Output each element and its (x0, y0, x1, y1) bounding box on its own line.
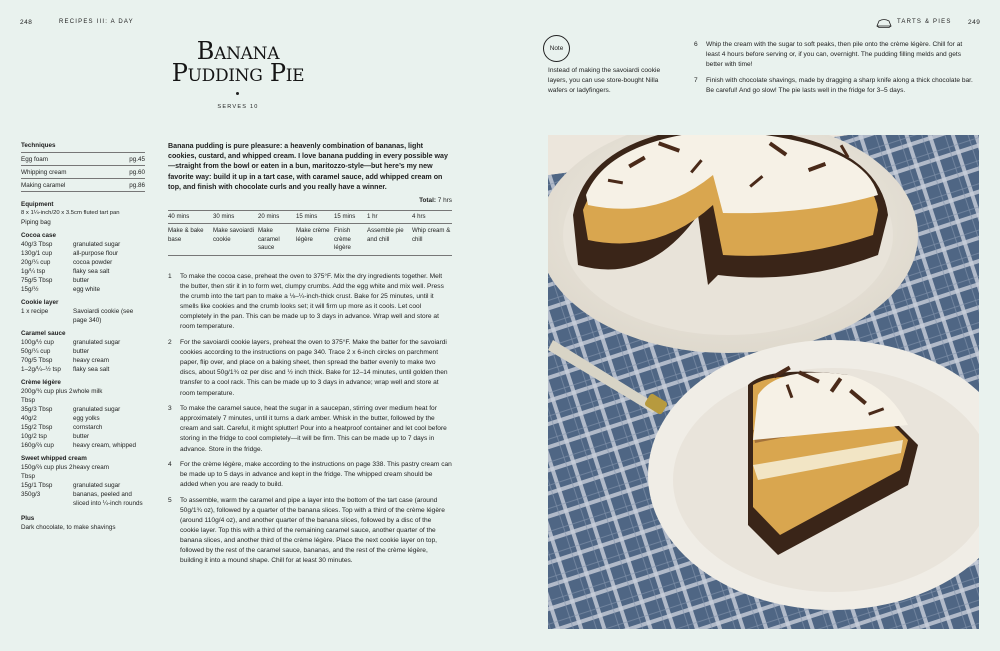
ingredient-name: butter (73, 348, 90, 355)
ingredient-name: butter (73, 433, 90, 440)
ingredient-name: granulated sugar (73, 339, 121, 346)
timeline-time: 20 mins (258, 211, 296, 224)
timeline-action: Make crème légère (296, 227, 330, 243)
technique-name: Egg foam (21, 156, 48, 163)
step-number: 5 (168, 496, 172, 504)
ingredient-row (21, 338, 145, 347)
technique-row (21, 165, 145, 178)
ingredient-section-title: Cocoa case (21, 232, 57, 239)
recipe-intro: Banana pudding is pure pleasure: a heavenly combination of bananas, light cookies, custard, and whipped cream. I love banana pudding in every possible way—straight from the bowl or eaten in a bun, maritozzo-style—but here’s my new favorite way: build it up in a tart case, with caramel sauce, add whipped cream on top, and finish with chocolate curls and you really have a winner. (168, 142, 448, 191)
timeline-column (296, 211, 334, 255)
timeline-time: 15 mins (296, 211, 334, 224)
timeline-time: 15 mins (334, 211, 367, 224)
method-step (168, 404, 452, 454)
ingredient-name: heavy cream (73, 357, 110, 364)
ingredient-row (21, 307, 145, 325)
techniques-list (21, 152, 145, 192)
ingredient-name: granulated sugar (73, 406, 121, 413)
ingredient-row (21, 356, 145, 365)
ingredient-row (21, 387, 145, 405)
ingredient-row (21, 414, 145, 423)
pie-icon (876, 15, 892, 33)
ingredient-name: granulated sugar (73, 241, 121, 248)
step-number: 7 (694, 76, 698, 84)
ingredient-row (21, 490, 145, 508)
serves-label: SERVES 10 (217, 104, 259, 110)
timeline-action: Assemble pie and chill (367, 227, 404, 243)
ingredient-name: cornstarch (73, 424, 103, 431)
plus-item: Dark chocolate, to make shavings (21, 524, 116, 531)
step-number: 4 (168, 461, 172, 469)
ingredient-quantity: 15g/2 Tbsp (21, 424, 53, 431)
method-steps-left (168, 272, 452, 572)
timeline-action: Make caramel sauce (258, 227, 280, 252)
left-page-number: 248 (20, 19, 33, 26)
ingredient-quantity: 1g/¼ tsp (21, 268, 46, 275)
ingredients-sidebar (21, 141, 145, 532)
method-step (168, 338, 452, 399)
timeline-column (334, 211, 367, 255)
title-dot (236, 92, 239, 95)
step-text: Finish with chocolate shavings, made by dragging a sharp knife along a thick chocolate bar. Be careful! And go slow! The pie lasts well in the fridge for 3–5 days. (706, 76, 973, 94)
technique-name: Making caramel (21, 182, 66, 189)
ingredient-section-title: Crème légère (21, 379, 61, 386)
equipment-title: Equipment (21, 201, 54, 208)
timeline-column (412, 211, 452, 255)
ingredient-name: flaky sea salt (73, 366, 110, 373)
ingredient-quantity: 15g/1 Tbsp (21, 482, 53, 489)
step-number: 2 (168, 339, 172, 347)
step-text: To make the cocoa case, preheat the oven to 375°F. Mix the dry ingredients together. Melt the butter, then stir it in to form wet, clumpy crumbs. Add the egg white and mix well. Press the crumb into the tart pan to make a ⅛–¼-inch-thick crust. Bake for 25 minutes, until it smells like cookies and the crumb looks set; it will firm up more as it cools. Let cool completely in the pan. This can be made up to 3 days in advance. Wrap well and store at room temperature. (180, 273, 444, 331)
timeline-action: Make savoiardi cookie (213, 227, 254, 243)
total-value: 7 hrs (437, 197, 452, 204)
ingredient-row (21, 423, 145, 432)
timeline-action: Make & bake base (168, 227, 204, 243)
timeline-time: 30 mins (213, 211, 258, 224)
technique-row (21, 178, 145, 192)
ingredient-row (21, 441, 145, 450)
ingredient-name: whole milk (73, 388, 103, 395)
step-text: To make the caramel sauce, heat the sugar in a saucepan, stirring over medium heat for approximately 7 minutes, until it turns a dark amber. Whisk in the butter, followed by the cream and salt. Careful, it might splutter! Pour into a heatproof container and let cool before storing in the fridge to cool completely—it will be firm. This can be made up to 7 days in advance. Store in the fridge. (180, 405, 447, 453)
ingredient-row (21, 347, 145, 356)
ingredient-row (21, 481, 145, 490)
ingredient-name: all-purpose flour (73, 250, 119, 257)
left-running-head: RECIPES III: A DAY (59, 19, 134, 25)
ingredient-section-title: Cookie layer (21, 299, 59, 306)
banana-pudding-pie-photo (548, 135, 979, 629)
ingredient-row (21, 267, 145, 276)
timeline-time: 40 mins (168, 211, 213, 224)
ingredient-name: bananas, peeled and sliced into ¼-inch rounds (73, 491, 143, 507)
ingredient-quantity: 1–2g/¼–½ tsp (21, 366, 61, 373)
ingredient-name: heavy cream, whipped (73, 442, 137, 449)
total-time (168, 197, 452, 204)
total-label: Total: (419, 197, 436, 204)
method-step (168, 460, 452, 490)
ingredient-sections (21, 231, 145, 508)
method-step (694, 76, 976, 96)
right-running-head: TARTS & PIES (897, 19, 952, 25)
timeline-column (213, 211, 258, 255)
step-number: 3 (168, 405, 172, 413)
equipment-item: 8 x 1¼-inch/20 x 3.5cm fluted tart pan (21, 210, 120, 216)
ingredient-name: heavy cream (73, 464, 110, 471)
ingredient-quantity: 75g/5 Tbsp (21, 277, 53, 284)
recipe-title-line2: Pudding Pie (171, 59, 305, 87)
ingredient-section-title: Caramel sauce (21, 330, 66, 337)
method-step (168, 272, 452, 333)
ingredient-row (21, 463, 145, 481)
ingredient-row (21, 405, 145, 414)
ingredient-row (21, 249, 145, 258)
ingredient-row (21, 258, 145, 267)
method-step (694, 40, 976, 70)
timeline-column (258, 211, 296, 255)
timeline-time: 1 hr (367, 211, 412, 224)
ingredient-quantity: 40g/2 (21, 415, 37, 422)
ingredient-quantity: 1 x recipe (21, 308, 49, 315)
ingredient-quantity: 130g/1 cup (21, 250, 53, 257)
ingredient-name: egg yolks (73, 415, 100, 422)
timeline-column (367, 211, 412, 255)
ingredient-row (21, 432, 145, 441)
ingredient-quantity: 15g/½ (21, 286, 39, 293)
recipe-title-line1: Banana (196, 37, 280, 65)
recipe-title (150, 37, 326, 87)
ingredient-quantity: 10g/2 tsp (21, 433, 47, 440)
ingredient-quantity: 70g/5 Tbsp (21, 357, 53, 364)
note-text: Instead of making the savoiardi cookie layers, you can use store-bought Nilla wafers or ladyfingers. (548, 67, 661, 95)
ingredient-name: flaky sea salt (73, 268, 110, 275)
technique-page: pg.45 (129, 156, 145, 163)
step-text: Whip the cream with the sugar to soft peaks, then pile onto the crème légère. Chill for at least 4 hours before serving or, if you can, overnight. The pudding filling melds and gets better with time! (706, 41, 963, 69)
step-number: 1 (168, 273, 172, 280)
timeline-action: Whip cream & chill (412, 227, 451, 243)
ingredient-name: granulated sugar (73, 482, 121, 489)
timeline-action: Finish crème légère (334, 227, 351, 252)
techniques-title: Techniques (21, 142, 56, 149)
ingredient-row (21, 276, 145, 285)
ingredient-quantity: 200g/¾ cup plus 2 Tbsp (21, 388, 73, 404)
ingredient-section-title: Sweet whipped cream (21, 455, 87, 462)
timeline-table (168, 210, 452, 256)
timeline-time: 4 hrs (412, 211, 452, 224)
ingredient-quantity: 35g/3 Tbsp (21, 406, 53, 413)
ingredient-quantity: 50g/¼ cup (21, 348, 51, 355)
ingredient-quantity: 20g/¼ cup (21, 259, 51, 266)
ingredient-name: butter (73, 277, 90, 284)
step-text: To assemble, warm the caramel and pipe a layer into the bottom of the tart case (around 50g/1¾ oz), followed by a quarter of the banana slices. Top with a third of the crème légère (around 110g/4 oz), and another quarter of the banana slices, followed by a disc of the cookie layer. Top this with a third of the remaining caramel sauce, another quarter of the banana slices, and another third of the crème légère. Place the next cookie layer on top, followed by the rest of the caramel sauce, bananas, and the rest of the crème légère, building it into a mound shape. Chill for at least 30 minutes. (180, 496, 445, 565)
ingredient-row (21, 240, 145, 249)
equipment-item: Piping bag (21, 219, 51, 226)
ingredient-row (21, 285, 145, 294)
step-text: For the savoiardi cookie layers, preheat the oven to 375°F. Make the batter for the savoiardi cookies according to the instructions on page 340. Trace 2 x 6-inch circles on parchment paper, flip over, and place on a baking sheet, then spread the batter evenly to make two discs, about 50g/1¾ oz per disc and ½ inch thick. Bake for 12–14 minutes, until golden then transfer to a cool rack. This can be made up to 3 days in advance; wrap well and store at room temperature. (180, 339, 448, 397)
note-badge: Note (543, 35, 570, 62)
timeline-column (168, 211, 213, 255)
step-text: For the crème légère, make according to the instructions on page 338. This pastry cream can be made up to 5 days in advance and kept in the fridge. The whipped cream should be added when you are ready to build. (180, 461, 452, 489)
technique-page: pg.60 (129, 169, 145, 176)
ingredient-quantity: 40g/3 Tbsp (21, 241, 53, 248)
method-steps-right (694, 40, 976, 101)
ingredient-quantity: 100g/½ cup (21, 339, 54, 346)
ingredient-quantity: 150g/⅔ cup plus 2 Tbsp (21, 464, 73, 480)
plus-title: Plus (21, 515, 35, 522)
ingredient-name: cocoa powder (73, 259, 113, 266)
technique-page: pg.86 (129, 182, 145, 189)
technique-name: Whipping cream (21, 169, 67, 176)
ingredient-name: egg white (73, 286, 100, 293)
technique-row (21, 152, 145, 165)
ingredient-quantity: 350g/3 (21, 491, 41, 498)
right-page-number: 249 (968, 19, 981, 26)
ingredient-name: Savoiardi cookie (see page 340) (73, 308, 134, 324)
ingredient-row (21, 365, 145, 374)
step-number: 6 (694, 41, 698, 48)
ingredient-quantity: 160g/⅔ cup (21, 442, 54, 449)
method-step (168, 496, 452, 567)
